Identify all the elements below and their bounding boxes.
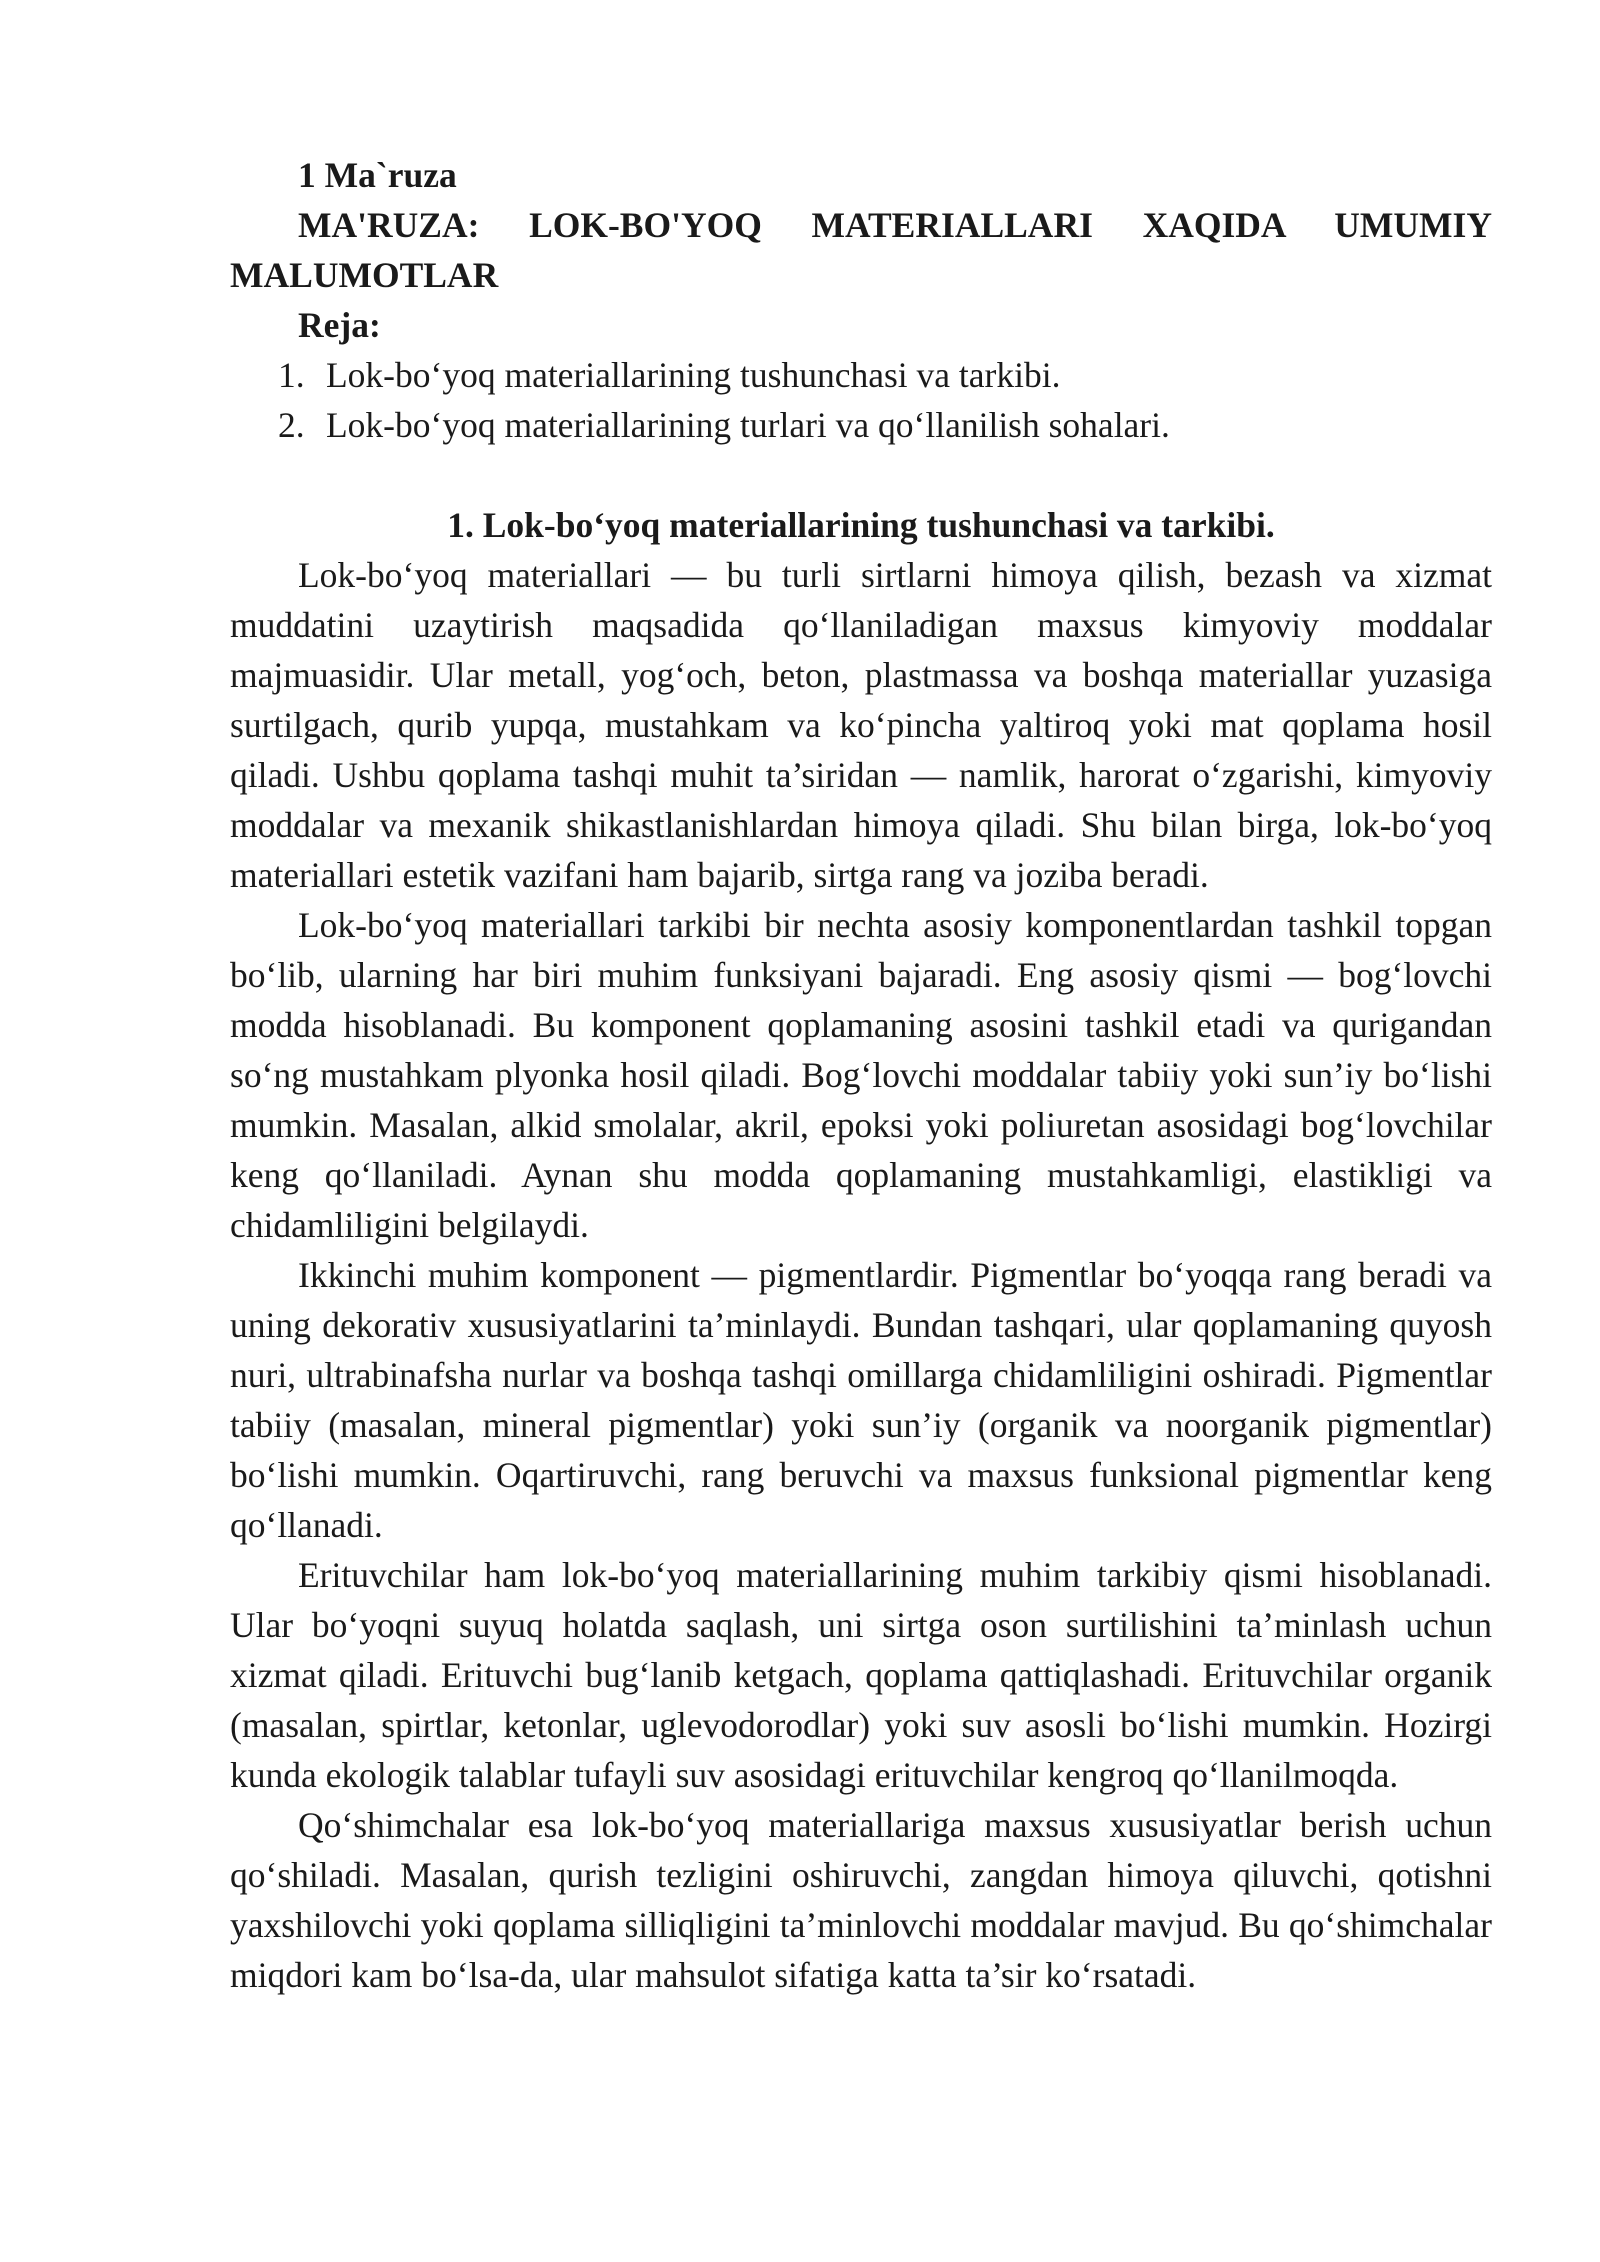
plan-item [230, 400, 1492, 450]
paragraph: Erituvchilar ham lok-bo‘yoq materiallarining muhim tarkibiy qismi hisoblanadi. Ular bo‘yoqni suyuq holatda saqlash, uni sirtga oson surtilishini ta’minlash uchun xizmat qiladi. Erituvchi bug‘lanib ketgach, qoplama qattiqlashadi. Erituvchilar organik (masalan, spirtlar, ketonlar, uglevodorodlar) yoki suv asosli bo‘lishi mumkin. Hozirgi kunda ekologik talablar tufayli suv asosidagi erituvchilar kengroq qo‘llanilmoqda. [230, 1555, 1492, 1795]
plan-item-number: 2. [278, 405, 305, 445]
plan-item [230, 350, 1492, 400]
section-heading: 1. Lok-bo‘yoq materiallarining tushunchasi va tarkibi. [447, 505, 1275, 545]
lecture-title: MA'RUZA: LOK-BO'YOQ MATERIALLARI XAQIDA UMUMIY MALUMOTLAR [230, 205, 1492, 295]
paragraph: Lok-bo‘yoq materiallari tarkibi bir nechta asosiy komponentlardan tashkil topgan bo‘lib, ularning har biri muhim funksiyani bajaradi. Eng asosiy qismi — bog‘lovchi modda hisoblanadi. Bu komponent qoplamaning asosini tashkil etadi va qurigandan so‘ng mustahkam plyonka hosil qiladi. Bog‘lovchi moddalar tabiiy yoki sun’iy bo‘lishi mumkin. Masalan, alkid smolalar, akril, epoksi yoki poliuretan asosidagi bog‘lovchilar keng qo‘llaniladi. Aynan shu modda qoplamaning mustahkamligi, elastikligi va chidamliligini belgilaydi. [230, 905, 1492, 1245]
paragraph: Lok-bo‘yoq materiallari — bu turli sirtlarni himoya qilish, bezash va xizmat muddatini uzaytirish maqsadida qo‘llaniladigan maxsus kimyoviy moddalar majmuasidir. Ular metall, yog‘och, beton, plastmassa va boshqa materiallar yuzasiga surtilgach, qurib yupqa, mustahkam va ko‘pincha yaltiroq yoki mat qoplama hosil qiladi. Ushbu qoplama tashqi muhit ta’siridan — namlik, harorat o‘zgarishi, kimyoviy moddalar va mexanik shikastlanishlardan himoya qiladi. Shu bilan birga, lok-bo‘yoq materiallari estetik vazifani ham bajarib, sirtga rang va joziba beradi. [230, 555, 1492, 895]
plan-item-text: Lok-bo‘yoq materiallarining turlari va qo‘llanilish sohalari. [326, 405, 1170, 445]
document-page [230, 150, 1492, 2000]
paragraph: Ikkinchi muhim komponent — pigmentlardir. Pigmentlar bo‘yoqqa rang beradi va uning dekorativ xususiyatlarini ta’minlaydi. Bundan tashqari, ular qoplamaning quyosh nuri, ultrabinafsha nurlar va boshqa tashqi omillarga chidamliligini oshiradi. Pigmentlar tabiiy (masalan, mineral pigmentlar) yoki sun’iy (organik va noorganik pigmentlar) bo‘lishi mumkin. Oqartiruvchi, rang beruvchi va maxsus funksional pigmentlar keng qo‘llanadi. [230, 1255, 1492, 1545]
plan-label: Reja: [298, 305, 381, 345]
lecture-number: 1 Ma`ruza [298, 155, 457, 195]
paragraph: Qo‘shimchalar esa lok-bo‘yoq materiallariga maxsus xususiyatlar berish uchun qo‘shiladi. Masalan, qurish tezligini oshiruvchi, zangdan himoya qiluvchi, qotishni yaxshilovchi yoki qoplama silliqligini ta’minlovchi moddalar mavjud. Bu qo‘shimchalar miqdori kam bo‘lsa-da, ular mahsulot sifatiga katta ta’sir ko‘rsatadi. [230, 1805, 1492, 1995]
plan-list [230, 350, 1492, 450]
plan-item-text: Lok-bo‘yoq materiallarining tushunchasi va tarkibi. [326, 355, 1061, 395]
plan-item-number: 1. [278, 355, 305, 395]
